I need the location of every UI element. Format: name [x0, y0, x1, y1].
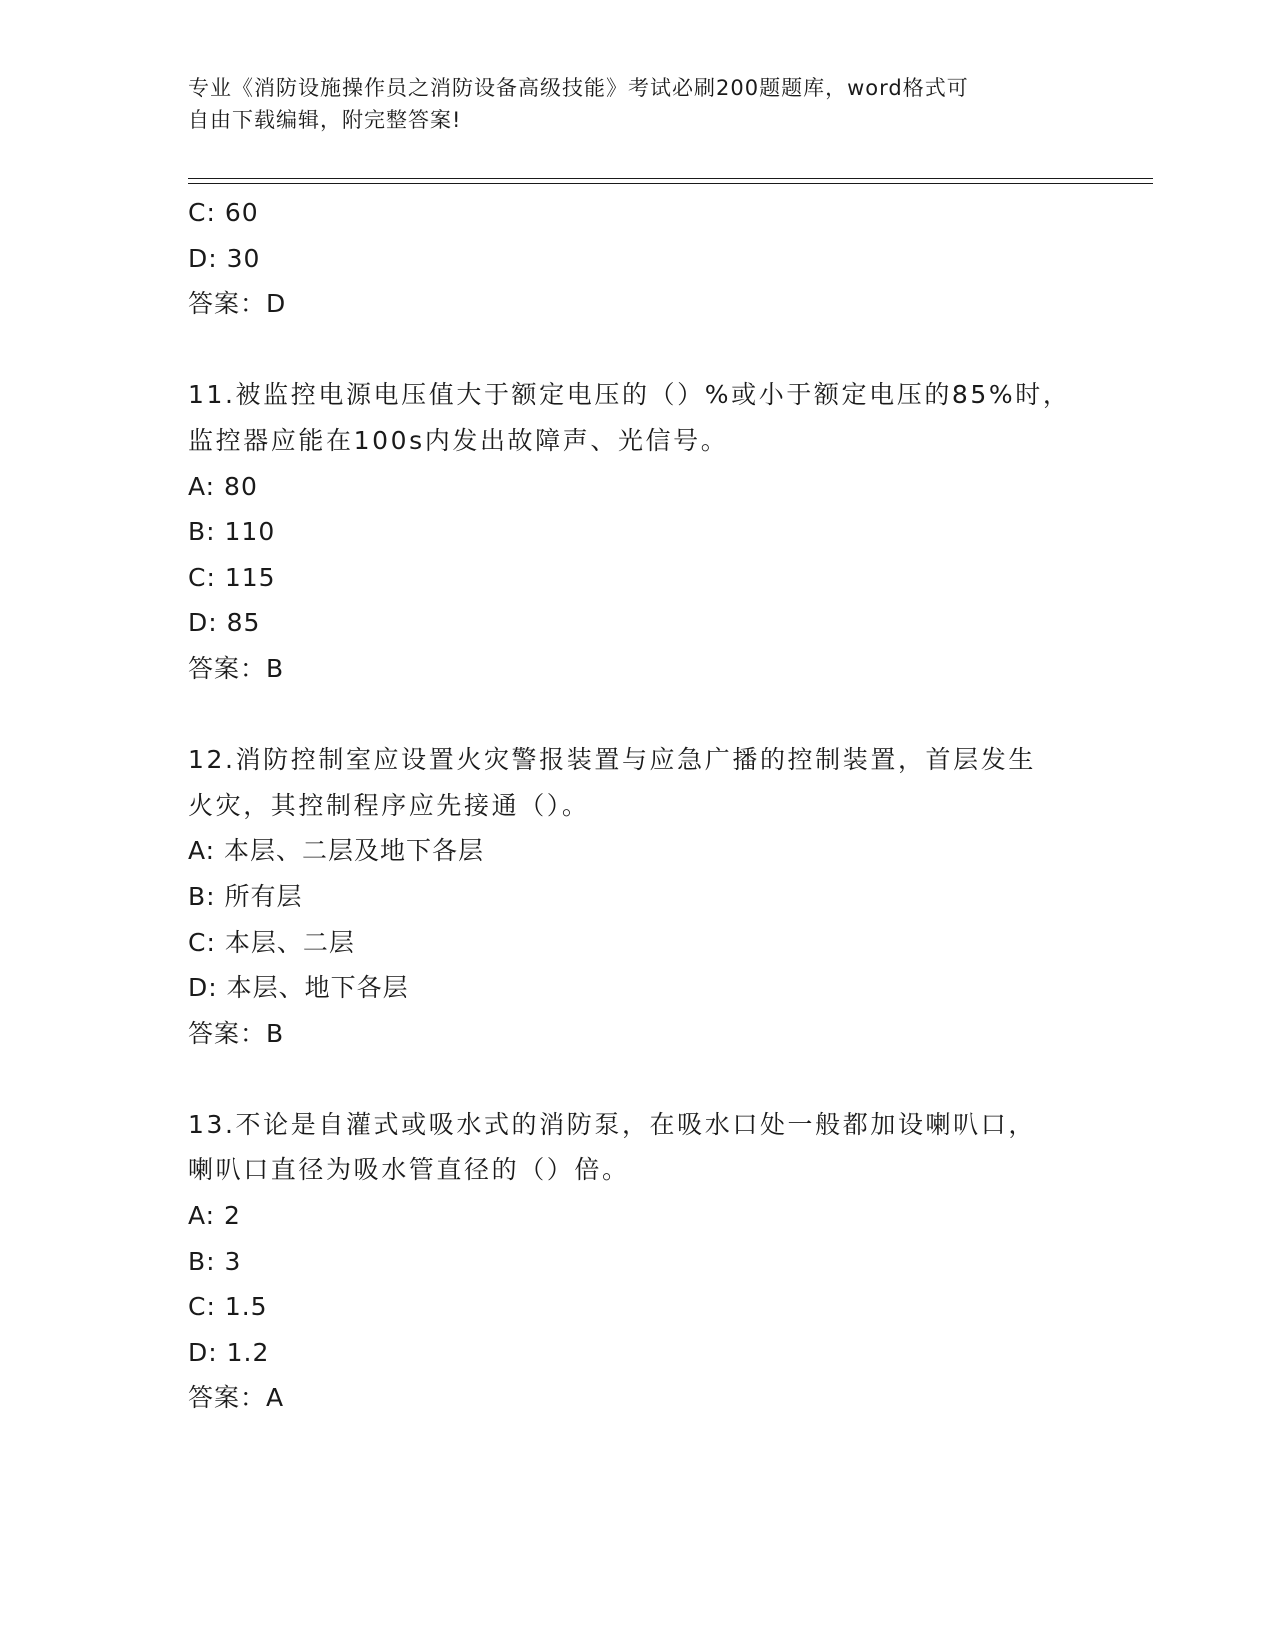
option-c: C: 本层、二层: [188, 927, 355, 957]
question-text: [188, 1102, 1088, 1193]
question-13: [188, 1102, 1088, 1421]
option-d: D: 85: [188, 608, 261, 638]
question-list: [188, 190, 1088, 1421]
option-a: A: 80: [188, 471, 258, 501]
partial-question: [188, 190, 1088, 327]
question-text-line-2: 火灾，其控制程序应先接通（）。: [188, 790, 590, 820]
header-divider-top: [188, 178, 1153, 179]
answer-line: 答案：A: [188, 1383, 285, 1413]
document-header: [188, 72, 1068, 136]
option-c: C: 1.5: [188, 1292, 268, 1322]
question-text: [188, 737, 1088, 828]
question-text-line-1: 13.不论是自灌式或吸水式的消防泵，在吸水口处一般都加设喇叭口，: [188, 1109, 1036, 1139]
option-d: D: 本层、地下各层: [188, 973, 409, 1003]
option-b: B: 3: [188, 1246, 242, 1276]
option-a: A: 本层、二层及地下各层: [188, 836, 485, 866]
question-text-line-1: 11.被监控电源电压值大于额定电压的（）%或小于额定电压的85%时，: [188, 380, 1071, 410]
header-title-line-1: 专业《消防设施操作员之消防设备高级技能》考试必刷200题题库，word格式可: [188, 76, 969, 100]
option-b: B: 110: [188, 517, 276, 547]
header-title-line-2: 自由下载编辑，附完整答案!: [188, 108, 462, 132]
header-divider-bottom: [188, 183, 1153, 184]
answer-line: 答案：B: [188, 653, 285, 683]
option-a: A: 2: [188, 1201, 241, 1231]
option-d: D: 1.2: [188, 1337, 270, 1367]
answer-line: 答案：D: [188, 289, 287, 319]
question-text-line-2: 喇叭口直径为吸水管直径的（）倍。: [188, 1155, 630, 1185]
option-b: B: 所有层: [188, 881, 303, 911]
question-text: [188, 372, 1088, 463]
option-d: D: 30: [188, 243, 261, 273]
option-c: C: 115: [188, 562, 276, 592]
option-c: C: 60: [188, 198, 259, 227]
question-12: [188, 737, 1088, 1056]
question-text-line-2: 监控器应能在100s内发出故障声、光信号。: [188, 425, 729, 455]
question-11: [188, 372, 1088, 691]
question-text-line-1: 12.消防控制室应设置火灾警报装置与应急广播的控制装置，首层发生: [188, 745, 1036, 775]
answer-line: 答案：B: [188, 1018, 285, 1048]
